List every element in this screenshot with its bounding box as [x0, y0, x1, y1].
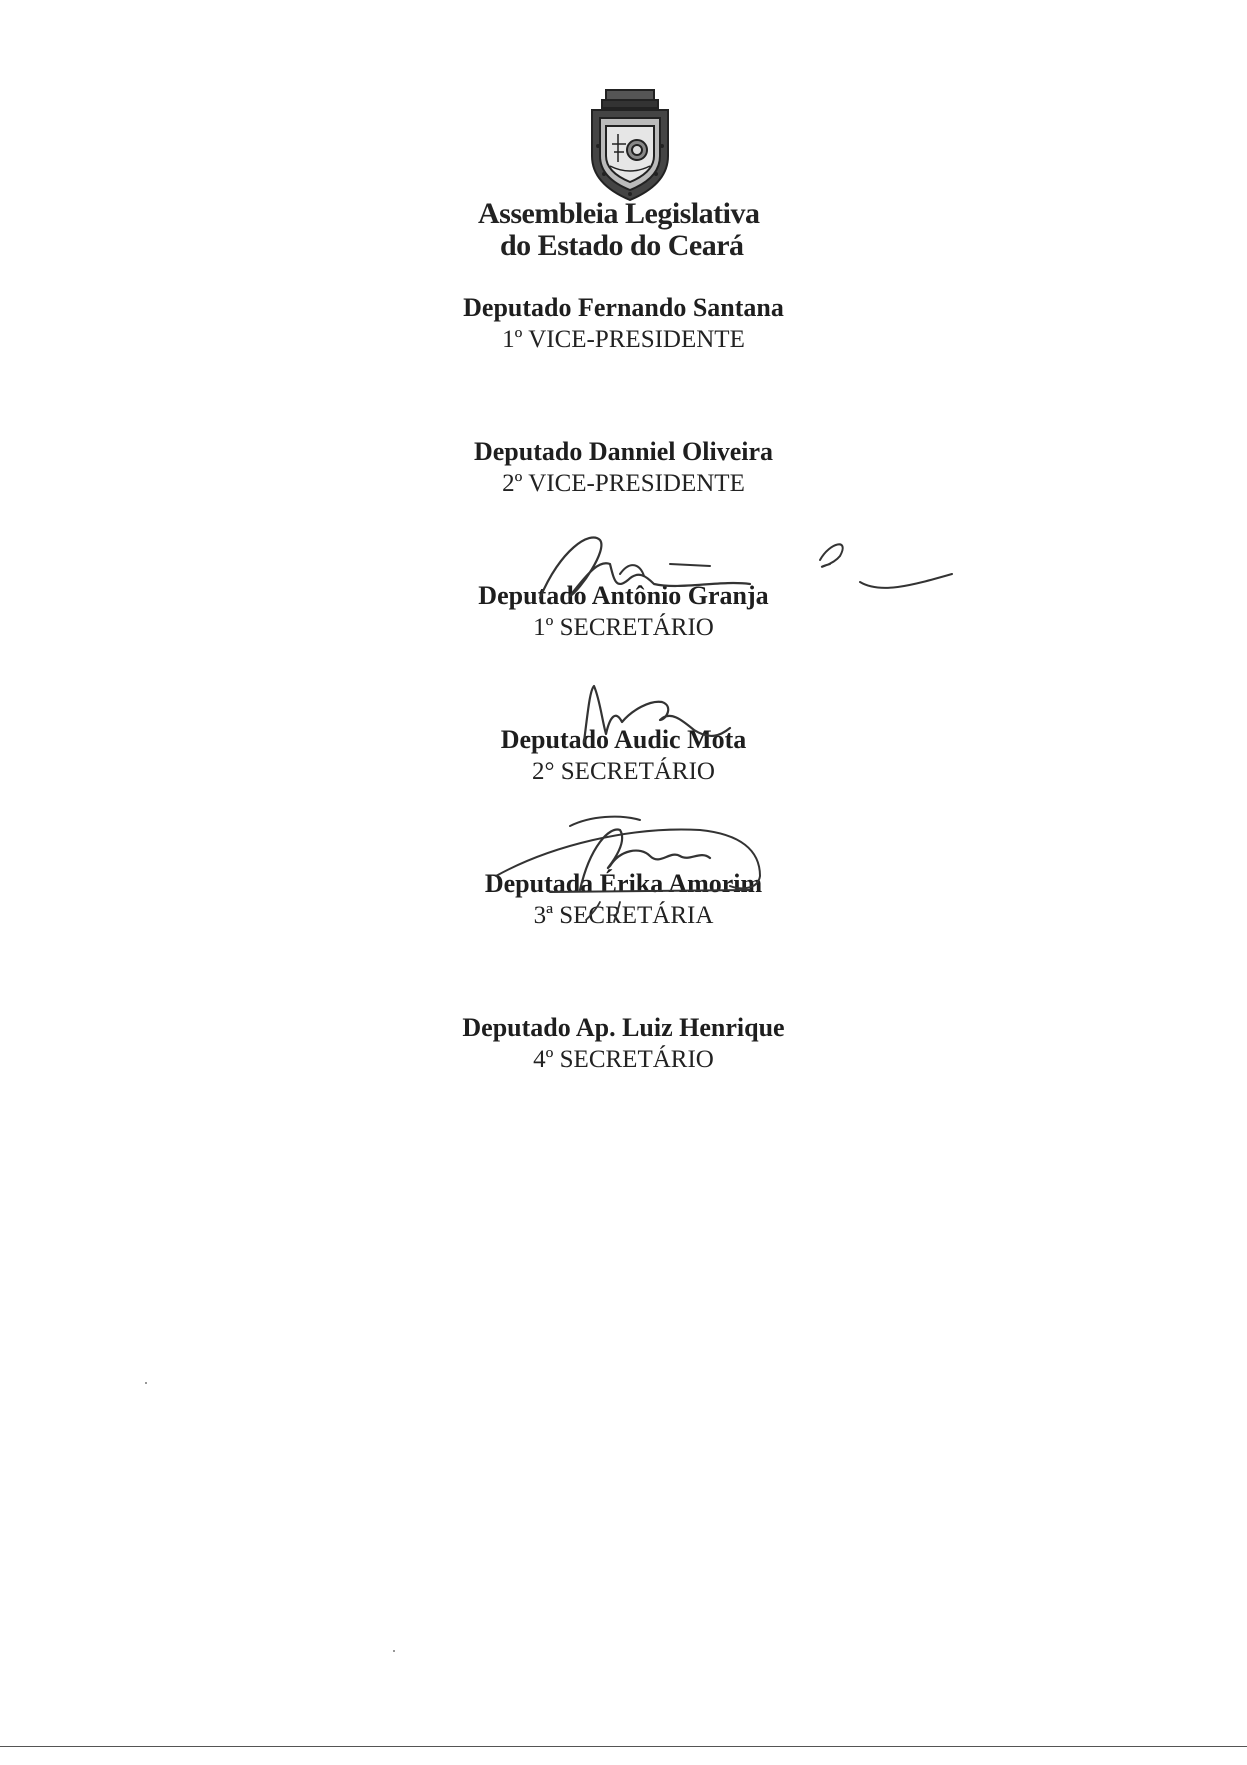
signer-role: 2° SECRETÁRIO: [532, 758, 715, 785]
signer-block: [0, 292, 1247, 356]
signer-role: 4º SECRETÁRIO: [533, 1046, 714, 1073]
signer-role: 2º VICE-PRESIDENTE: [502, 470, 745, 497]
signer-role: 3ª SECRETÁRIA: [533, 902, 714, 929]
signer-name: Deputado Ap. Luiz Henrique: [462, 1013, 785, 1042]
signer-block: [0, 1012, 1247, 1076]
signer-role: 1º VICE-PRESIDENTE: [502, 326, 745, 353]
scan-speck: [145, 1382, 147, 1384]
signer-name: Deputada Érika Amorim: [484, 869, 763, 898]
signer-name: Deputado Fernando Santana: [463, 293, 784, 322]
institution-line-1: Assembleia Legislativa: [478, 197, 760, 230]
scan-speck: [393, 1650, 395, 1652]
institution-line-2: do Estado do Ceará: [500, 229, 744, 262]
state-coat-of-arms-icon: [580, 86, 680, 206]
signer-block: [0, 868, 1247, 932]
signer-block: [0, 436, 1247, 500]
signer-block: [0, 724, 1247, 788]
signer-block: [0, 580, 1247, 644]
signer-role: 1º SECRETÁRIO: [533, 614, 714, 641]
footer-divider: [0, 1746, 1247, 1747]
signer-name: Deputado Antônio Granja: [478, 581, 769, 610]
institution-name: [430, 198, 830, 262]
signer-name: Deputado Audic Mota: [500, 725, 747, 754]
signer-name: Deputado Danniel Oliveira: [473, 437, 773, 466]
